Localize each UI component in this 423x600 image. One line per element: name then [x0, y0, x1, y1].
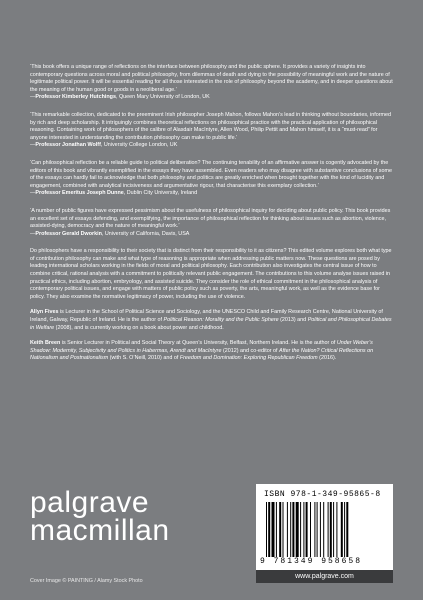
bio-text: is Lecturer in the School of Political Science and Sociology, and the UNESCO Child and Family Research Centre, National University of Ireland, Galway, Republic of Ireland. He is the author of: [30, 309, 383, 324]
review-2: ‘This remarkable collection, dedicated to the preeminent Irish philosopher Joseph Mahon, follows Mahon’s lead in thinking without boundaries, informed by rich and deep scholarship. It intriguingly combines theoretical reflections on philosophical practice with the practical application of philosophical reasoning. Containing work of philosophers of the calibre of Alasdair MacIntyre, Allen Wood, Philip Pettit and Mahon himself, it is a “must-read” for anyone interested in understanding the contribution philosophy can make to public life.’ —Professor Jonathan Wolff, University College London, UK: [30, 112, 395, 150]
isbn-barcode-box: [256, 484, 393, 579]
logo-line-macmillan: macmillan: [30, 514, 170, 547]
bio-breen: [30, 340, 395, 363]
review-text: ‘Can philosophical reflection be a reliable guide to political deliberation? The continuing tenability of an affirmative answer is cogently advocated by the editors of this book and vibrantly exemplified in the essays they have assembled. Even readers who may disagree with substantive conclusions of some of the essays can hardly fail to acknowledge that both philosophy and politics are greatly enriched when brought together with the kind of lucidity and engagement, combined with analytical incisiveness and argumentative rigour, that characterise this exemplary collection.’: [30, 159, 392, 189]
book-title: Political and Philosophical Debates in Welfare: [30, 317, 392, 331]
bio-text: is Senior Lecturer in Political and Social Theory at Queen’s University, Belfast, Northern Ireland. He is the author of: [60, 340, 337, 347]
bio-text: (2008), and is currently working on a book about power and childhood.: [54, 324, 224, 331]
reviewer-affiliation: , University College London, UK: [100, 142, 178, 149]
reviewer-affiliation: , Queen Mary University of London, UK: [115, 94, 210, 101]
bio-fives: [30, 309, 395, 332]
author-name: Keith Breen: [30, 340, 61, 347]
cover-image-credit: Cover Image © PAINTING / Alamy Stock Photo: [30, 578, 143, 584]
review-3: ‘Can philosophical reflection be a reliable guide to political deliberation? The continuing tenability of an affirmative answer is cogently advocated by the editors of this book and vibrantly exemplified in the essays they have assembled. Even readers who may disagree with substantive conclusions of some of the essays can hardly fail to acknowledge that both philosophy and politics are greatly enriched when brought together with the kind of lucidity and engagement, combined with analytical incisiveness and argumentative rigour, that characterise this exemplary collection.’ —Professor Emeritus Joseph Dunne, Dublin City University, Ireland: [30, 160, 395, 198]
bio-text: (with S. O’Neill, 2010) and of: [108, 355, 180, 362]
reviewer-name: Professor Kimberley Hutchings: [35, 94, 116, 101]
review-text: ‘A number of public figures have expressed pessimism about the usefulness of philosophical inquiry for deciding about public policy. This book provides an excellent set of essays defending, and exemplifying, the importance of philosophical reflection for thinking about issues such as abortion, violence, assisted-dying, democracy and the nature of meaningful work.’: [30, 207, 391, 230]
review-text: ‘This remarkable collection, dedicated to the preeminent Irish philosopher Joseph Mahon, follows Mahon’s lead in thinking without boundaries, informed by rich and deep scholarship. It intriguingly combines theoretical reflections on philosophical practice with the practical application of philosophical reasoning. Containing work of philosophers of the calibre of Alasdair MacIntyre, Allen Wood, Philip Pettit and Mahon himself, it is a “must-read” for anyone interested in understanding the contribution philosophy can make to public life.’: [30, 111, 391, 141]
isbn-label: ISBN 978-1-349-95865-8: [264, 490, 381, 499]
reviewer-affiliation: , Dublin City University, Ireland: [123, 190, 198, 197]
back-cover-text: [30, 64, 395, 371]
book-title: Under Weber’s Shadow: Modernity, Subjectivity and Politics in Habermas, Arendt and MacIntyre: [30, 340, 373, 354]
reviewer-name: Professor Jonathan Wolff: [35, 142, 101, 149]
barcode-digits: 9 781349 958658: [260, 557, 363, 566]
reviewer-name: Professor Emeritus Joseph Dunne: [35, 190, 124, 197]
reviewer-name: Professor Gerald Dworkin: [35, 230, 102, 237]
barcode-icon: [264, 502, 384, 557]
review-4: ‘A number of public figures have expressed pessimism about the usefulness of philosophical inquiry for deciding about public policy. This book provides an excellent set of essays defending, and exemplifying, the importance of philosophical reflection for thinking about issues such as abortion, violence, assisted-dying, democracy and the nature of meaningful work.’ —Professor Gerald Dworkin, University of California, Davis, USA: [30, 208, 395, 238]
book-title: Freedom and Domination: Exploring Republican Freedom: [179, 355, 318, 362]
publisher-url[interactable]: www.palgrave.com: [256, 570, 393, 583]
author-name: Allyn Fives: [30, 309, 59, 316]
book-title: After the Nation? Critical Reflections on Nationalism and Postnationalism: [30, 347, 374, 362]
book-description: Do philosophers have a responsibility to their society that is distinct from their responsibility to it as citizens? This edited volume explores both what type of contribution philosophy can make and what type of reasoning is appropriate when addressing public matters now. These questions are posed by leading international scholars working in the fields of moral and political philosophy. Each contribution also investigates the central issue of how to combine critical, rational analysis with a commitment to politically relevant public engagement. The contributions to this volume analyse issues raised in practical ethics, including abortion, embryology, and assisted suicide. They consider the role of ethical commitment in the philosophical analysis of contemporary political issues, and engage with matters of public policy such as poverty, the arts, meaningful work, as well as the evidence base for policy. They also examine the normative legitimacy of power, including the use of violence.: [30, 248, 392, 300]
review-text: ‘This book offers a unique range of reflections on the interface between philosophy and the public sphere. It provides a variety of insights into contemporary questions across moral and political philosophy, from dilemmas of death and dying to the possibility of meaningful work and the nature of legitimate political power. It will be essential reading for all those interested in the role of philosophy beyond the academy, and in deeper questions about the meaning of the human good or goods in a neoliberal age.’: [30, 64, 393, 93]
bio-text: (2012) and co-editor of: [221, 347, 280, 354]
logo-line-palgrave: palgrave: [30, 486, 150, 519]
book-title: Political Reason: Morality and the Public Sphere: [163, 317, 279, 324]
review-1: ‘This book offers a unique range of reflections on the interface between philosophy and the public sphere. It provides a variety of insights into contemporary questions across moral and political philosophy, from dilemmas of death and dying to the possibility of meaningful work and the nature of legitimate political power. It will be essential reading for all those interested in the role of philosophy beyond the academy, and in deeper questions about the meaning of the human good or goods in a neoliberal age.’ —Professor Kimberley Hutchings, Queen Mary University of London, UK: [30, 64, 395, 102]
publisher-logo: [30, 488, 170, 546]
bio-text: (2013) and: [278, 317, 308, 324]
reviewer-affiliation: , University of California, Davis, USA: [101, 230, 190, 237]
bio-text: (2016).: [317, 355, 337, 362]
